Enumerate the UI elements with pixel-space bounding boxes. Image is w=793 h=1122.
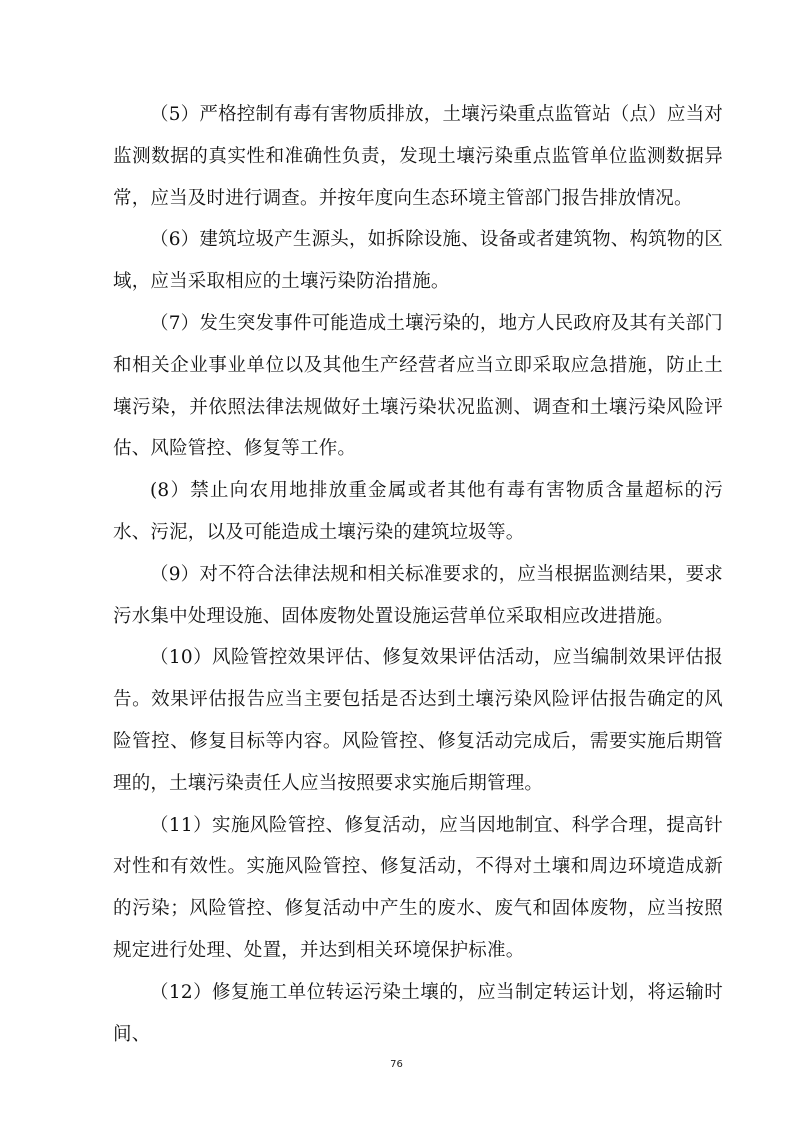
- paragraph-item-12: （12）修复施工单位转运污染土壤的，应当制定转运计划，将运输时间、: [113, 981, 723, 1045]
- paragraph-item-9: （9）对不符合法律法规和相关标准要求的，应当根据监测结果，要求污水集中处理设施、固体废物处置设施运营单位采取相应改进措施。: [113, 563, 723, 627]
- paragraph-item-6: （6）建筑垃圾产生源头，如拆除设施、设备或者建筑物、构筑物的区域，应当采取相应的土壤污染防治措施。: [113, 229, 723, 293]
- page-number: 76: [390, 1059, 403, 1070]
- paragraph-item-8: (8）禁止向农用地排放重金属或者其他有毒有害物质含量超标的污水、污泥，以及可能造成土壤污染的建筑垃圾等。: [113, 480, 723, 543]
- paragraph-item-5: （5）严格控制有毒有害物质排放，土壤污染重点监管站（点）应当对监测数据的真实性和准确性负责，发现土壤污染重点监管单位监测数据异常，应当及时进行调查。并按年度向生态环境主管部门报告排放情况。: [113, 104, 723, 209]
- document-body: [113, 94, 723, 1055]
- paragraph-item-10: （10）风险管控效果评估、修复效果评估活动，应当编制效果评估报告。效果评估报告应当主要包括是否达到土壤污染风险评估报告确定的风险管控、修复目标等内容。风险管控、修复活动完成后，需要实施后期管理的，土壤污染责任人应当按照要求实施后期管理。: [113, 647, 723, 794]
- paragraph-item-11: （11）实施风险管控、修复活动，应当因地制宜、科学合理，提高针对性和有效性。实施风险管控、修复活动，不得对土壤和周边环境造成新的污染；风险管控、修复活动中产生的废水、废气和固体废物，应当按照规定进行处理、处置，并达到相关环境保护标准。: [113, 814, 723, 961]
- paragraph-item-7: （7）发生突发事件可能造成土壤污染的，地方人民政府及其有关部门和相关企业事业单位以及其他生产经营者应当立即采取应急措施，防止土壤污染，并依照法律法规做好土壤污染状况监测、调查和土壤污染风险评估、风险管控、修复等工作。: [113, 312, 723, 460]
